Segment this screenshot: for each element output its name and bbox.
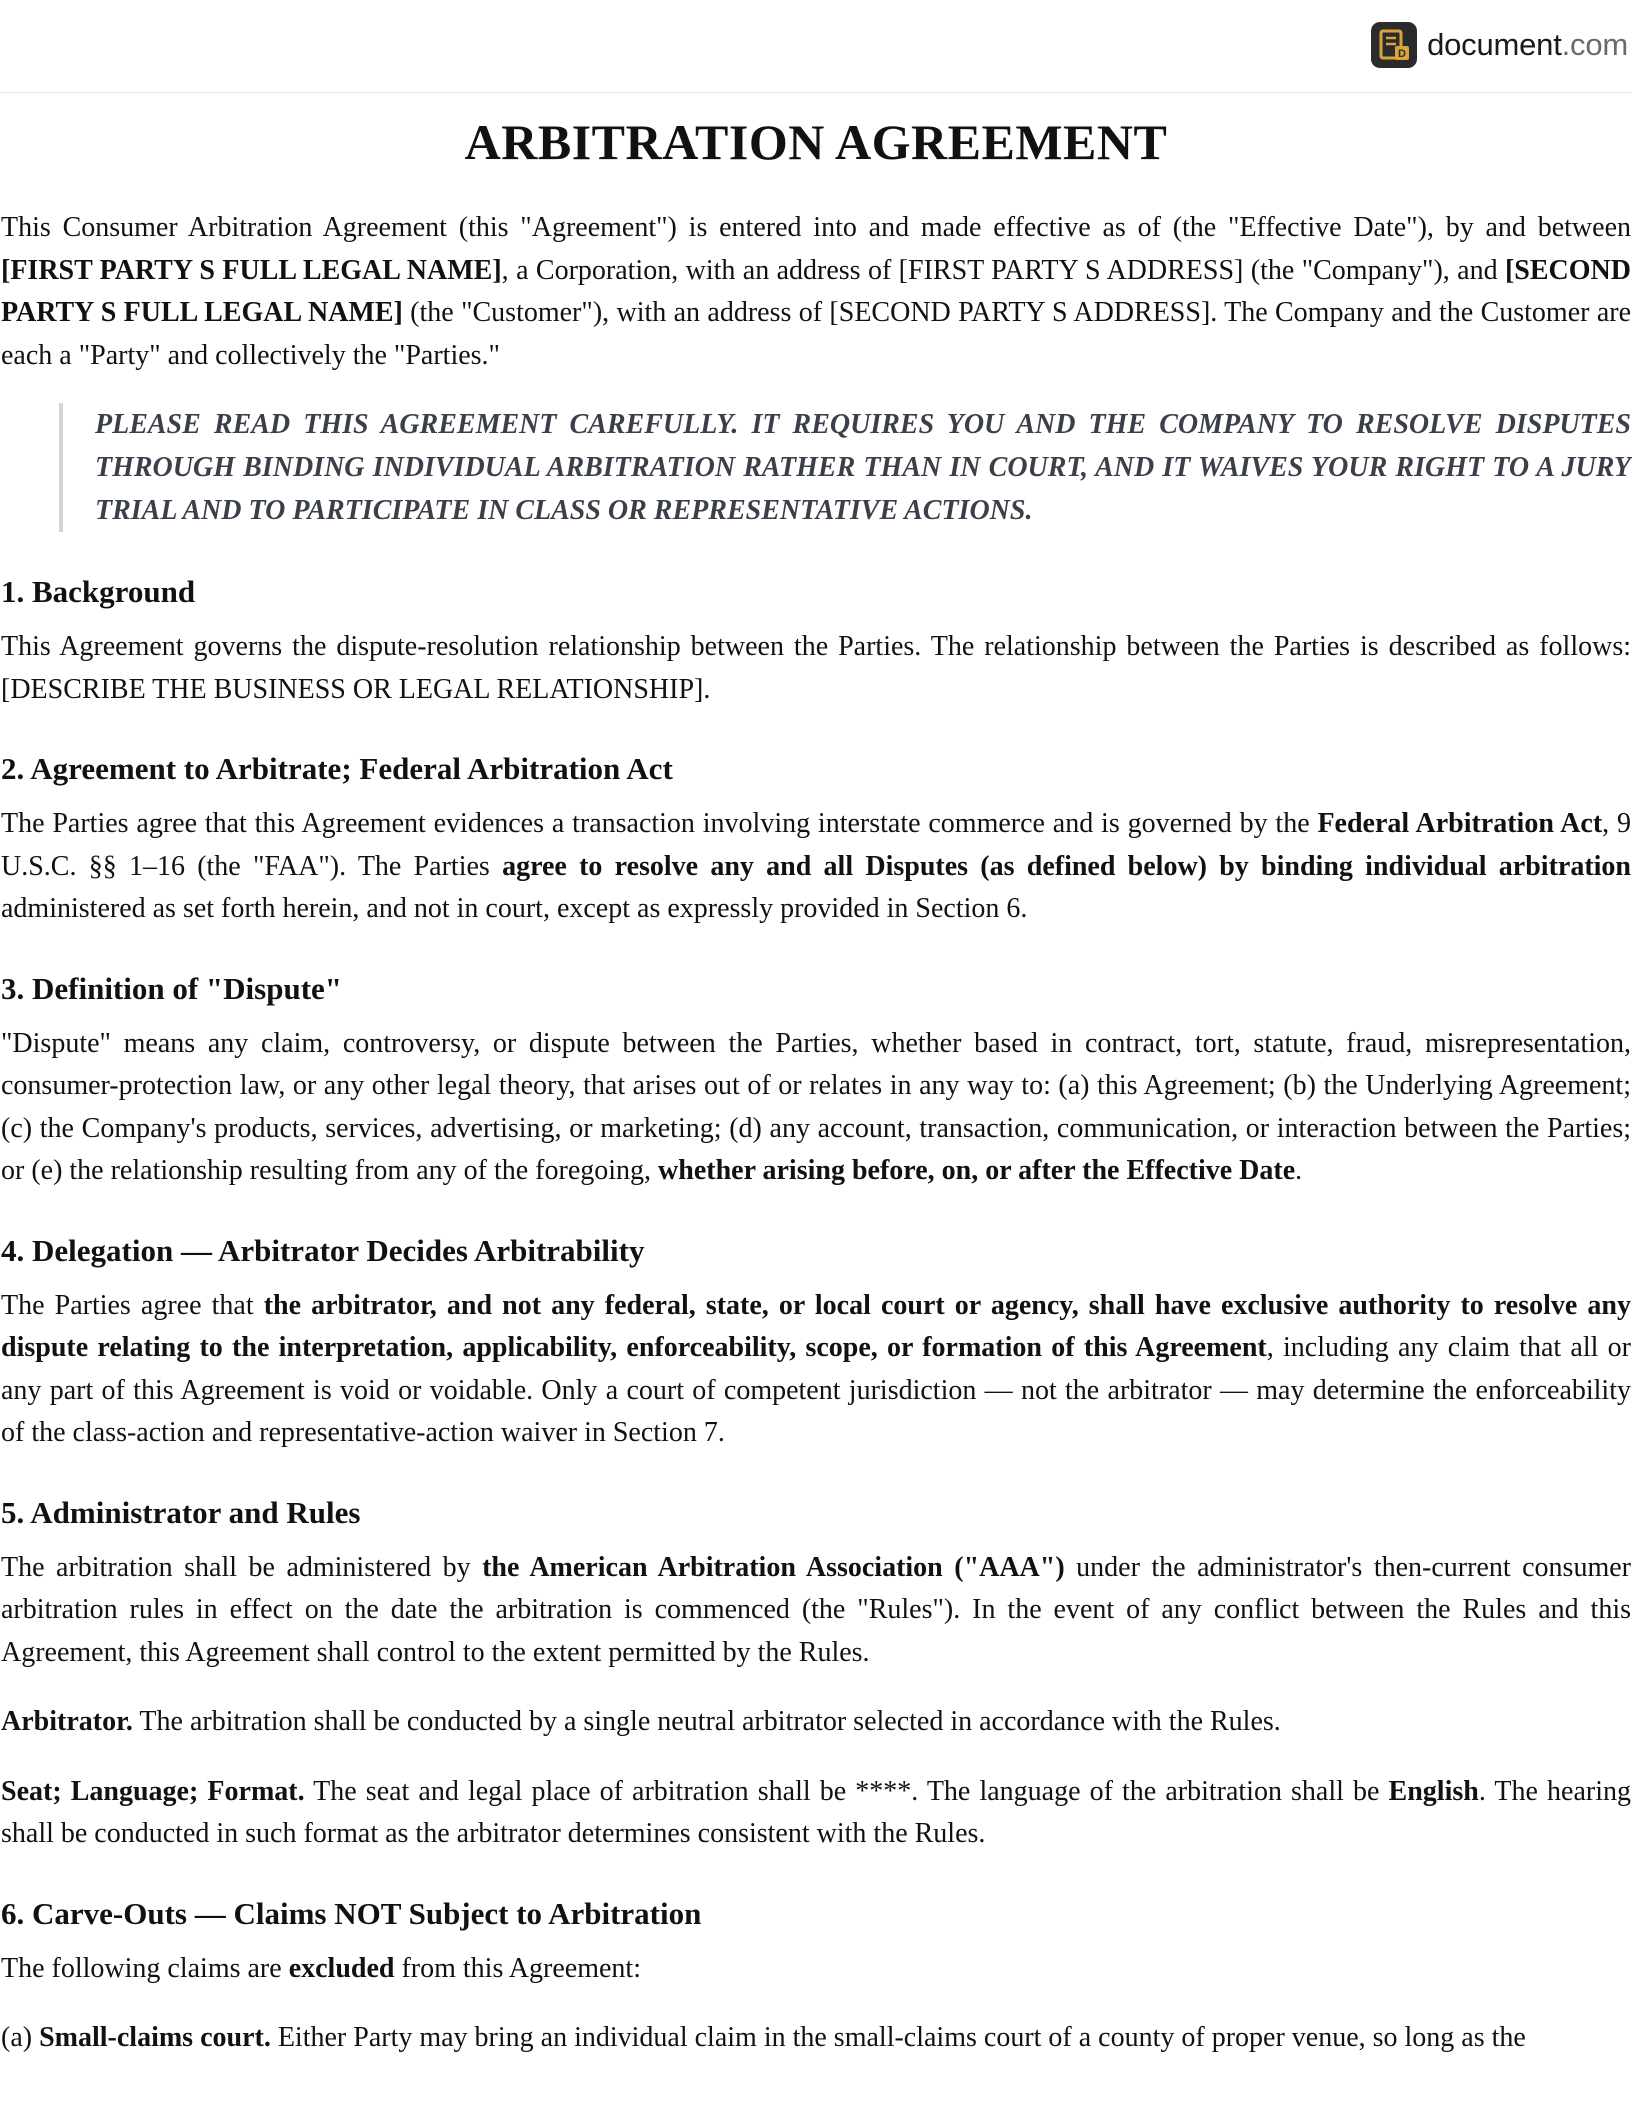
- section-definition-dispute: [1, 969, 1631, 1193]
- section-text: The arbitration shall be administered by the American Arbitration Association ("AAA") under the administrator's then-current consumer arbitration rules in effect on the date the arbitration is commenced (the "Rules"). In the event of any conflict between the Rules and this Agreement, this Agreement shall control to the extent permitted by the Rules.: [1, 1551, 1631, 1668]
- small-claims-paragraph: (a) Small-claims court. Either Party may bring an individual claim in the small-claims court of a county of proper venue, so long as the: [1, 2022, 1526, 2053]
- seat-language-paragraph: Seat; Language; Format. The seat and legal place of arbitration shall be ****. The language of the arbitration shall be English. The hearing shall be conducted in such format as the arbitrator determines consistent with the Rules.: [1, 1775, 1631, 1849]
- section-heading: 4. Delegation — Arbitrator Decides Arbitrability: [1, 1232, 645, 1268]
- intro-paragraph: This Consumer Arbitration Agreement (this "Agreement") is entered into and made effective as of (the "Effective Date"), by and between [FIRST PARTY S FULL LEGAL NAME], a Corporation, with an address of [FIRST PARTY S ADDRESS] (the "Company"), and [SECOND PARTY S FULL LEGAL NAME] (the "Customer"), with an address of [SECOND PARTY S ADDRESS]. The Company and the Customer are each a "Party" and collectively the "Parties.": [1, 212, 1631, 371]
- section-text: The Parties agree that this Agreement evidences a transaction involving interstate commerce and is governed by the Federal Arbitration Act, 9 U.S.C. §§ 1–16 (the "FAA"). The Parties agree to resolve any and all Disputes (as defined below) by binding individual arbitration administered as set forth herein, and not in court, except as expressly provided in Section 6.: [1, 808, 1632, 924]
- document-title: ARBITRATION AGREEMENT: [464, 114, 1168, 170]
- document-body: [0, 113, 1632, 2060]
- section-agreement-to-arbitrate: [1, 749, 1631, 931]
- section-text: The Parties agree that the arbitrator, and not any federal, state, or local court or agency, shall have exclusive authority to resolve any dispute relating to the interpretation, applicability, enforceability, scope, or formation of this Agreement, including any claim that all or any part of this Agreement is void or voidable. Only a court of competent jurisdiction — not the arbitrator — may determine the enforceability of the class-action and representative-action waiver in Section 7.: [1, 1289, 1631, 1448]
- section-heading: 6. Carve-Outs — Claims NOT Subject to Arbitration: [1, 1895, 702, 1931]
- section-delegation: [1, 1231, 1631, 1455]
- section-background: [1, 572, 1631, 711]
- section-heading: 3. Definition of "Dispute": [1, 970, 342, 1006]
- section-heading: 5. Administrator and Rules: [1, 1494, 361, 1530]
- header-bar: [0, 0, 1632, 93]
- brand-name: document.com: [1427, 27, 1628, 62]
- section-text: The following claims are excluded from this Agreement:: [1, 1952, 641, 1984]
- svg-text:D: D: [1398, 48, 1407, 60]
- section-text: This Agreement governs the dispute-resolution relationship between the Parties. The relationship between the Parties is described as follows: [DESCRIBE THE BUSINESS OR LEGAL RELATIONSHIP].: [1, 631, 1631, 705]
- arbitrator-paragraph: Arbitrator. The arbitration shall be conducted by a single neutral arbitrator selected in accordance with the Rules.: [1, 1706, 1281, 1737]
- notice-text: PLEASE READ THIS AGREEMENT CAREFULLY. IT REQUIRES YOU AND THE COMPANY TO RESOLVE DISPUTES THROUGH BINDING INDIVIDUAL ARBITRATION RATHER THAN IN COURT, AND IT WAIVES YOUR RIGHT TO A JURY TRIAL AND TO PARTICIPATE IN CLASS OR REPRESENTATIVE ACTIONS.: [95, 409, 1631, 526]
- section-administrator-rules: [1, 1493, 1631, 1856]
- section-carve-outs: [1, 1894, 1631, 2060]
- document-logo-icon: [1371, 22, 1417, 68]
- notice-callout: [59, 403, 1631, 532]
- section-text: "Dispute" means any claim, controversy, or dispute between the Parties, whether based in contract, tort, statute, fraud, misrepresentation, consumer-protection law, or any other legal theory, that arises out of or relates in any way to: (a) this Agreement; (b) the Underlying Agreement; (c) the Company's products, services, advertising, or marketing; (d) any account, transaction, communication, or interaction between the Parties; or (e) the relationship resulting from any of the foregoing, whether arising before, on, or after the Effective Date.: [1, 1027, 1631, 1186]
- section-heading: 2. Agreement to Arbitrate; Federal Arbitration Act: [1, 751, 673, 786]
- brand-logo[interactable]: [1371, 22, 1628, 68]
- section-heading: 1. Background: [1, 574, 196, 609]
